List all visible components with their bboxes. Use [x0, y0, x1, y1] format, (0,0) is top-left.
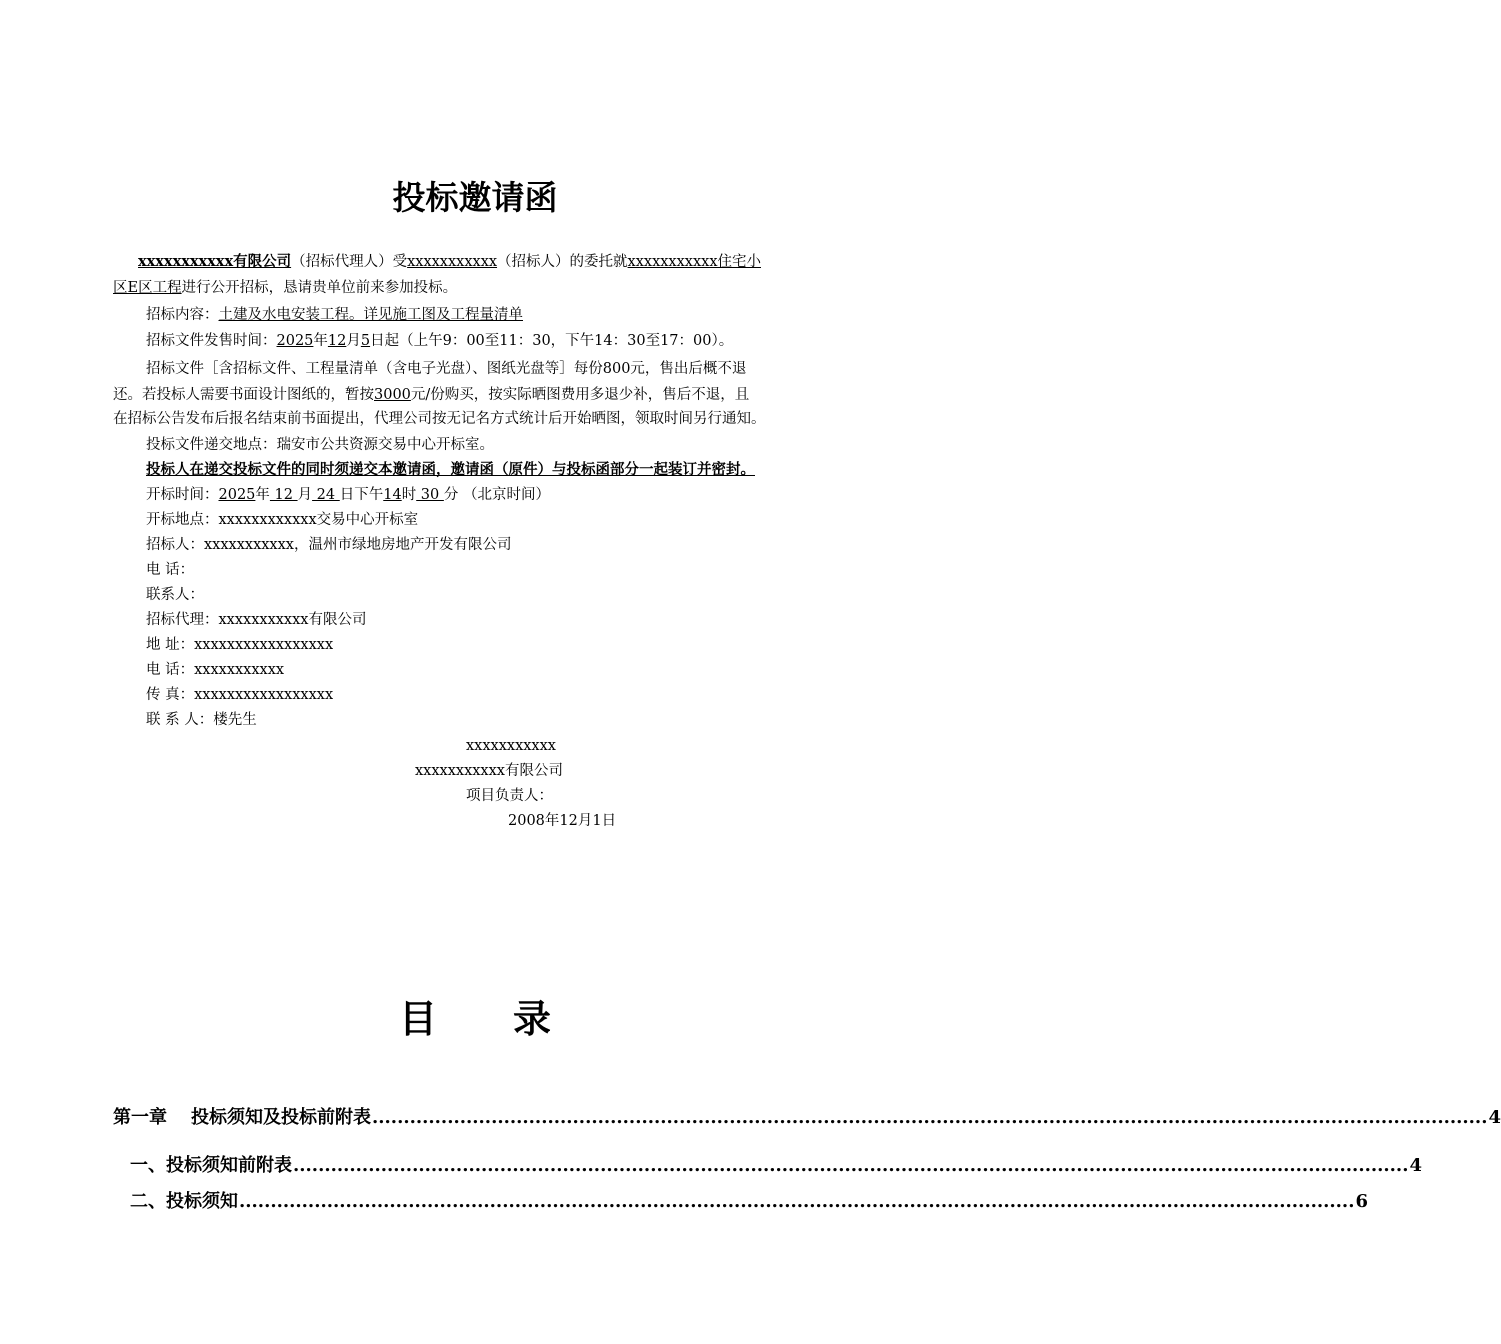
toc-title: 目 录: [398, 996, 552, 1041]
signature-manager: 项目负责人：: [466, 788, 553, 804]
toc-entry[interactable]: [113, 1106, 1501, 1130]
toc-page-number: 4: [1409, 1155, 1422, 1176]
signature-date: 2008年12月1日: [508, 813, 617, 829]
project-name: xxxxxxxxxxx住宅小: [627, 254, 761, 270]
project-name-cont: 区E区工程: [113, 280, 182, 296]
toc-entry-label: 第一章 投标须知及投标前附表: [113, 1107, 371, 1128]
agent-contact: 联 系 人：楼先生: [146, 712, 257, 728]
agent-phone: 电 话：xxxxxxxxxxx: [146, 662, 285, 678]
open-time: 开标时间：2025年 12 月 24 日下午14时 30 分 （北京时间）: [146, 487, 550, 503]
agent-address: 地 址：xxxxxxxxxxxxxxxxx: [146, 637, 334, 653]
toc-leader: ..................................................................................................................................................................................: [239, 1191, 1355, 1212]
toc-entry[interactable]: [130, 1190, 1368, 1214]
docs-para-line-1: 招标文件［含招标文件、工程量清单（含电子光盘）、图纸光盘等］每份800元，售出后概不退: [146, 361, 747, 377]
principal-name: xxxxxxxxxxx: [407, 254, 498, 270]
sale-time: 招标文件发售时间：2025年12月5日起（上午9：00至11：30，下午14：30至17：00）。: [146, 333, 734, 349]
tenderer: 招标人：xxxxxxxxxxx，温州市绿地房地产开发有限公司: [146, 537, 512, 553]
important-notice: 投标人在递交投标文件的同时须递交本邀请函，邀请函（原件）与投标函部分一起装订并密封。: [146, 461, 755, 478]
toc-entry-label: 二、投标须知: [130, 1191, 238, 1212]
intro-line-1: xxxxxxxxxxx有限公司（招标代理人）受xxxxxxxxxxx（招标人）的委托就xxxxxxxxxxx住宅小: [138, 253, 761, 270]
open-place: 开标地点：xxxxxxxxxxxx交易中心开标室: [146, 512, 419, 528]
signature-line-1: xxxxxxxxxxx: [466, 738, 556, 754]
tender-content: 招标内容：土建及水电安装工程。详见施工图及工程量清单: [146, 307, 523, 323]
docs-para-line-2: 还。若投标人需要书面设计图纸的，暂按3000元/份购买，按实际晒图费用多退少补，售后不退，且: [113, 387, 750, 403]
tenderer-phone: 电 话：: [146, 562, 195, 578]
submit-place: 投标文件递交地点：瑞安市公共资源交易中心开标室。: [146, 437, 494, 453]
toc-entry[interactable]: [130, 1154, 1422, 1178]
toc-entry-label: 一、投标须知前附表: [130, 1155, 292, 1176]
drawing-price: 3000: [374, 387, 411, 403]
toc-leader: ..................................................................................................................................................................................: [372, 1107, 1488, 1128]
intro-line-2: 区E区工程进行公开招标，恳请贵单位前来参加投标。: [113, 280, 458, 296]
agent-name: 招标代理：xxxxxxxxxxx有限公司: [146, 612, 367, 628]
signature-company: xxxxxxxxxxx有限公司: [415, 763, 563, 779]
toc-leader: ..................................................................................................................................................................................: [293, 1155, 1409, 1176]
toc-page-number: 6: [1355, 1191, 1368, 1212]
page-title: 投标邀请函: [392, 178, 558, 217]
docs-para-line-3: 在招标公告发布后报名结束前书面提出，代理公司按无记名方式统计后开始晒图，领取时间另行通知。: [113, 411, 766, 427]
agent-fax: 传 真：xxxxxxxxxxxxxxxxx: [146, 687, 334, 703]
tenderer-contact: 联系人：: [146, 587, 204, 603]
tender-content-value: 土建及水电安装工程。详见施工图及工程量清单: [218, 307, 523, 323]
toc-page-number: 4: [1488, 1107, 1501, 1128]
agent-company: xxxxxxxxxxx有限公司: [138, 253, 292, 270]
